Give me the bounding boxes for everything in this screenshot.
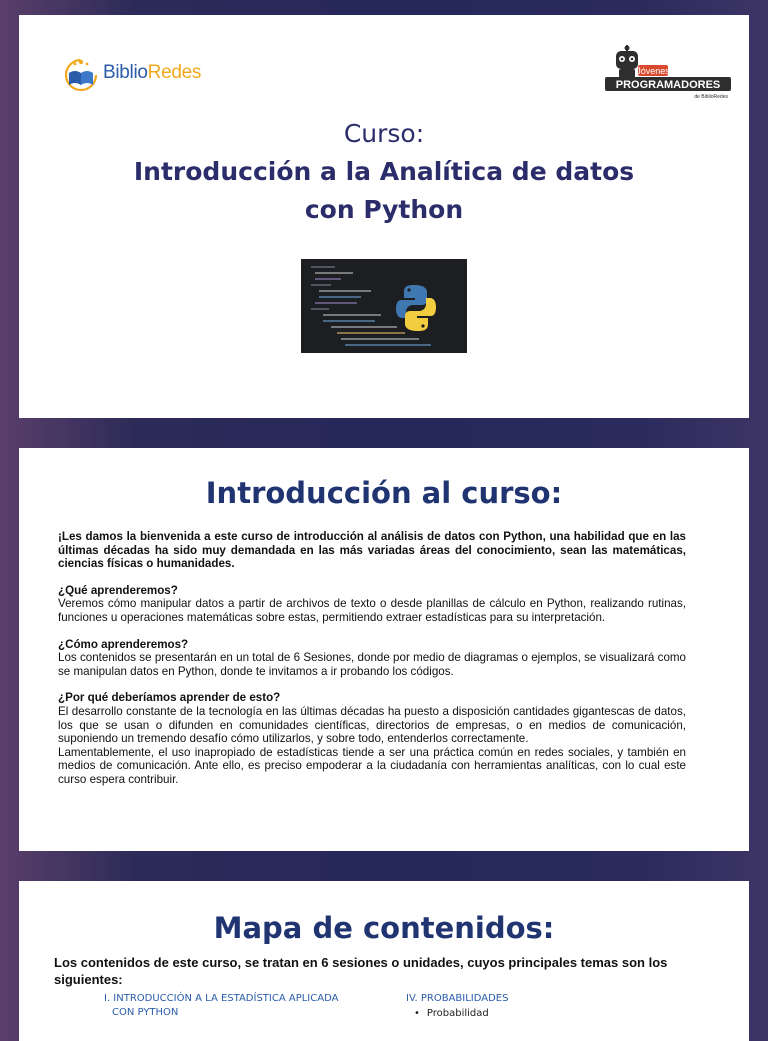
logo-jovenes-text: Jóvenes xyxy=(636,66,670,76)
python-code-image xyxy=(301,259,467,353)
question-why: ¿Por qué deberíamos aprender de esto? xyxy=(58,691,281,705)
question-what: ¿Qué aprenderemos? xyxy=(58,583,178,597)
unit-column-right xyxy=(406,992,508,1021)
logo-text-biblio: Biblio xyxy=(103,62,148,83)
unit-1-title-cont: CON PYTHON xyxy=(112,1007,179,1018)
course-title-block xyxy=(19,115,749,229)
content-map-intro: Los contenidos de este curso, se tratan en 6 sesiones o unidades, cuyos principales temas son los siguientes: xyxy=(54,955,668,987)
intro-slide xyxy=(19,448,749,851)
robot-icon xyxy=(616,45,638,78)
answer-how: Los contenidos se presentarán en un total de 6 Sesiones, donde por medio de diagramas o ejemplos, se visualizará como se manipulan datos en Python, donde te invitamos a ir probando los códigos. xyxy=(58,651,686,678)
answer-what: Veremos cómo manipular datos a partir de archivos de texto o desde planillas de cálculo en Python, realizando rutinas, funciones u operaciones matemáticas sobre estas, permitiendo extraer estadísticas para su interpretación. xyxy=(58,597,686,624)
book-icon xyxy=(61,53,101,93)
title-slide xyxy=(19,15,749,418)
unit-4-bullet-probabilidad: • Probabilidad xyxy=(406,1007,508,1021)
intro-body xyxy=(58,530,686,787)
logo-text-redes: Redes xyxy=(147,62,202,83)
unit-1-title: I. INTRODUCCIÓN A LA ESTADÍSTICA APLICADA xyxy=(104,993,339,1004)
course-title-line2: con Python xyxy=(304,195,464,224)
course-title-line1: Introducción a la Analítica de datos xyxy=(133,157,635,186)
logo-programadores-text: PROGRAMADORES xyxy=(615,79,721,91)
intro-heading: Introducción al curso: xyxy=(205,476,563,510)
logo-sub-text: de BiblioRedes xyxy=(694,94,728,100)
intro-lead-paragraph: ¡Les damos la bienvenida a este curso de introducción al análisis de datos con Python, una habilidad que en las últimas décadas ha sido muy demandada en las más variadas áreas del conocimiento, sean las matemáticas, ciencias físicas o humanidades. xyxy=(58,530,686,571)
answer-why-2: Lamentablemente, el uso inapropiado de estadísticas tiende a ser una práctica común en redes sociales, y también en medios de comunicación. Ante ello, es preciso empoderar a la ciudadanía con herramientas analíticas, con lo cual este curso espera contribuir. xyxy=(58,745,686,786)
question-how: ¿Cómo aprenderemos? xyxy=(58,637,189,651)
content-map-slide xyxy=(19,881,749,1041)
unit-4-title: IV. PROBABILIDADES xyxy=(406,993,509,1004)
jovenes-programadores-logo xyxy=(605,31,731,101)
unit-column-left xyxy=(104,992,338,1020)
course-kicker: Curso: xyxy=(343,119,425,148)
content-map-heading: Mapa de contenidos: xyxy=(213,911,555,945)
answer-why-1: El desarrollo constante de la tecnología en las últimas décadas ha puesto a disposición cantidades gigantescas de datos, los que se usan o difunden en comunidades científicas, directorios de empresas, o en medios de comunicación, suponiendo un tremendo desafío cómo utilizarlos, y sobre todo, entenderlos correctamente. xyxy=(58,704,686,746)
bibliored-logo xyxy=(61,53,201,93)
